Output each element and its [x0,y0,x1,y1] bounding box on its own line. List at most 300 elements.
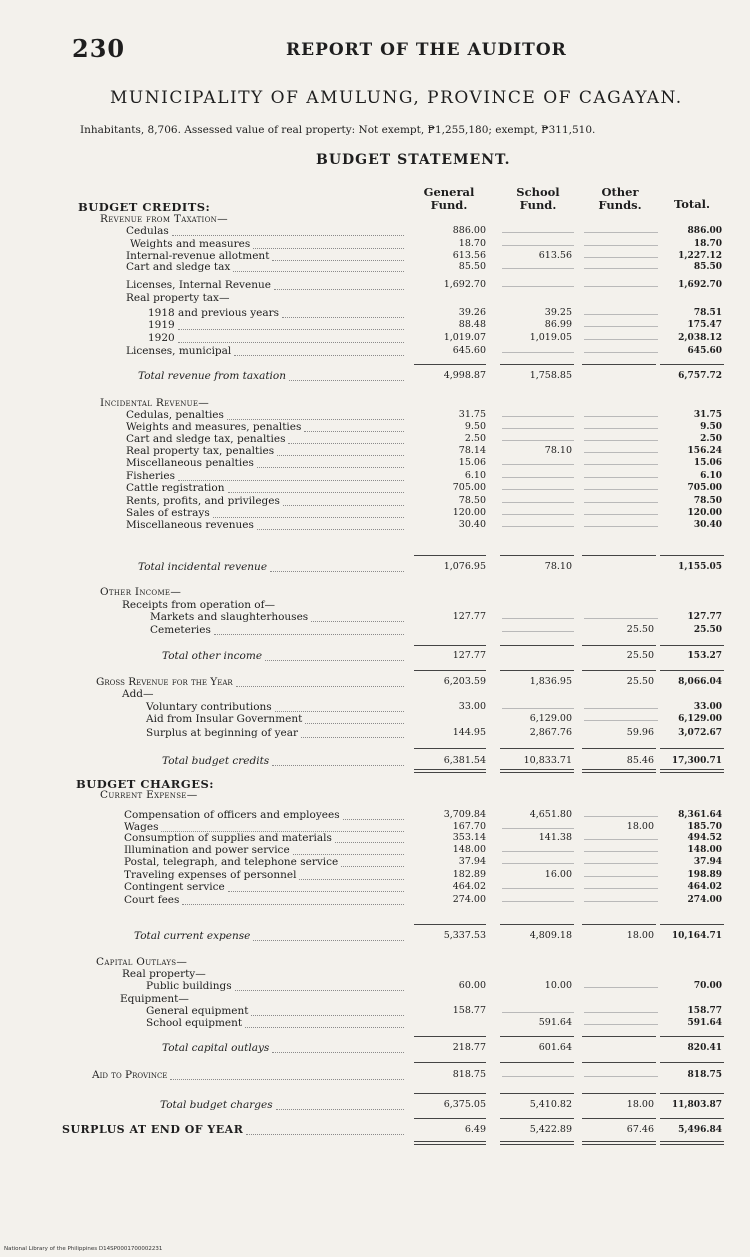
table-row [0,1070,750,1080]
row-label-sales-of-estrays: Sales of estrays [126,507,210,519]
total-rule [500,1093,574,1094]
column-header-general: General Fund. [423,185,475,212]
blank-cell-line [502,244,574,246]
row-label-surplus-at-end-of-year: SURPLUS AT END OF YEAR [62,1123,244,1136]
page-title: MUNICIPALITY OF AMULUNG, PROVINCE OF CAGAYAN. [110,88,683,108]
cell-general: 1,076.95 [443,561,486,572]
cell-general: 5,337.53 [443,930,486,941]
double-rule [660,769,724,773]
table-row [0,790,750,800]
row-label-total-revenue-from-taxation: Total revenue from taxation [138,370,286,382]
blank-cell-line [502,427,574,429]
running-head: REPORT OF THE AUDITOR [286,40,567,60]
blank-cell-line [584,501,658,503]
cell-general: 37.94 [458,856,486,867]
blank-cell-line [584,838,658,840]
row-label-budget-credits: BUDGET CREDITS: [78,200,211,214]
double-rule [500,1141,574,1145]
cell-school: 16.00 [544,869,572,880]
total-rule [414,555,486,556]
cell-school: 78.10 [544,561,572,572]
leader-dots [272,1051,404,1053]
table-row [0,895,750,905]
table-row [0,458,750,468]
total-rule [414,670,486,671]
table-row [0,677,750,687]
total-rule [500,924,574,925]
cell-total: 591.64 [687,1018,722,1028]
table-row [0,779,750,789]
blank-cell-line [584,285,658,287]
total-rule [500,555,574,556]
cell-school: 141.38 [538,832,572,843]
total-rule [582,748,656,749]
blank-cell-line [584,1023,658,1025]
row-label-illumination-and-power-service: Illumination and power service [124,844,290,856]
blank-cell-line [584,707,658,709]
table-row [0,422,750,432]
leader-dots [257,528,404,530]
total-rule [500,1062,574,1063]
cell-general: 127.77 [452,611,486,622]
cell-total: 6,757.72 [678,371,722,381]
table-row [0,434,750,444]
cell-general: 6.49 [464,1124,486,1135]
cell-general: 78.14 [458,445,486,456]
cell-total: 2,038.12 [678,333,722,343]
total-rule [500,670,574,671]
row-label-weights-and-measures: Weights and measures [130,238,251,250]
blank-cell-line [502,231,574,233]
cell-general: 1,019.07 [443,332,486,343]
total-rule [414,364,486,365]
table-row [0,251,750,261]
leader-dots [236,685,404,687]
cell-total: 185.70 [687,822,722,832]
table-row [0,1018,750,1028]
blank-cell-line [584,719,658,721]
table-row [0,587,750,597]
total-rule [660,670,724,671]
double-rule [414,1141,486,1145]
table-row [0,346,750,356]
total-rule [500,645,574,646]
cell-school: 613.56 [538,250,572,261]
row-label-1920: 1920 [148,332,175,344]
row-label-contingent-service: Contingent service [124,881,225,893]
table-row [0,833,750,843]
cell-school: 1,836.95 [529,676,572,687]
cell-general: 464.02 [452,881,486,892]
total-rule [582,670,656,671]
leader-dots [246,1133,404,1135]
table-row [0,957,750,967]
row-label-receipts-from-operation-of: Receipts from operation of— [122,599,276,611]
leader-dots [228,890,404,892]
leader-dots [275,710,404,712]
cell-total: 31.75 [693,410,722,420]
leader-dots [234,354,404,356]
table-row [0,520,750,530]
row-label-fisheries: Fisheries [126,470,175,482]
total-rule [660,1093,724,1094]
leader-dots [277,454,404,456]
leader-dots [301,736,404,738]
cell-school: 5,410.82 [529,1099,572,1110]
row-label-real-property-tax: Real property tax— [126,292,230,304]
cell-school: 39.25 [544,307,572,318]
cell-general: 18.70 [458,238,486,249]
table-row [0,810,750,820]
blank-cell-line [502,513,574,515]
cell-total: 11,803.87 [671,1100,722,1110]
row-label-equipment: Equipment— [120,993,189,1005]
table-row [0,202,750,212]
total-rule [582,1062,656,1063]
table-row [0,280,750,290]
cell-school: 86.99 [544,319,572,330]
total-rule [500,364,574,365]
cell-general: 886.00 [452,225,486,236]
cell-total: 175.47 [687,320,722,330]
blank-cell-line [584,351,658,353]
cell-general: 158.77 [452,1005,486,1016]
cell-school: 4,809.18 [529,930,572,941]
leader-dots [272,259,404,261]
table-row [0,320,750,330]
row-label-total-budget-charges: Total budget charges [160,1099,273,1111]
blank-cell-line [502,827,574,829]
leader-dots [182,903,404,905]
table-row [0,1006,750,1016]
column-header-school: School Fund. [516,185,560,212]
blank-cell-line [584,887,658,889]
row-label-capital-outlays: Capital Outlays— [96,956,188,968]
table-row [0,333,750,343]
cell-total: 6.10 [700,471,722,481]
double-rule [582,1141,656,1145]
cell-total: 818.75 [687,1070,722,1080]
leader-dots [299,878,404,880]
blank-cell-line [502,351,574,353]
table-row [0,969,750,979]
row-label-rents-profits-and-privileges: Rents, profits, and privileges [126,495,280,507]
table-row [0,756,750,766]
cell-general: 39.26 [458,307,486,318]
cell-general: 274.00 [452,894,486,905]
cell-general: 78.50 [458,495,486,506]
blank-cell-line [584,325,658,327]
total-rule [660,1118,724,1119]
leader-dots [178,328,404,330]
leader-dots [282,316,404,318]
statement-heading: BUDGET STATEMENT. [316,152,511,168]
cell-general: 2.50 [464,433,486,444]
cell-total: 886.00 [687,226,722,236]
table-row [0,262,750,272]
cell-total: 1,227.12 [678,251,722,261]
blank-cell-line [584,488,658,490]
blank-cell-line [502,862,574,864]
row-label-total-other-income: Total other income [162,650,263,662]
cell-total: 494.52 [687,833,722,843]
total-rule [414,645,486,646]
row-label-cart-and-sledge-tax: Cart and sledge tax [126,261,231,273]
cell-total: 1,155.05 [678,562,722,572]
total-rule [582,1118,656,1119]
cell-school: 601.64 [538,1042,572,1053]
table-row [0,612,750,622]
blank-cell-line [584,875,658,877]
double-rule [500,769,574,773]
leader-dots [235,989,404,991]
cell-total: 274.00 [687,895,722,905]
blank-cell-line [584,451,658,453]
table-row [0,994,750,1004]
cell-general: 6,203.59 [443,676,486,687]
row-label-other-income: Other Income— [100,586,182,598]
row-label-weights-and-measures-penalties: Weights and measures, penalties [126,421,302,433]
row-label-budget-charges: BUDGET CHARGES: [76,777,215,791]
row-label-surplus-at-beginning-of-year: Surplus at beginning of year [146,727,299,739]
table-row [0,410,750,420]
blank-cell-line [502,525,574,527]
cell-total: 6,129.00 [678,714,722,724]
table-row [0,1100,750,1110]
row-label-markets-and-slaughterhouses: Markets and slaughterhouses [150,611,309,623]
row-label-cedulas: Cedulas [126,225,169,237]
cell-total: 85.50 [693,262,722,272]
table-row [0,728,750,738]
total-rule [660,364,724,365]
leader-dots [251,1014,404,1016]
cell-total: 9.50 [700,422,722,432]
cell-general: 88.48 [458,319,486,330]
cell-other: 18.00 [626,821,654,832]
cell-general: 144.95 [452,727,486,738]
table-row [0,483,750,493]
cell-total: 78.51 [693,308,722,318]
blank-cell-line [502,707,574,709]
blank-cell-line [502,501,574,503]
table-row [0,714,750,724]
total-rule [660,555,724,556]
leader-dots [253,939,404,941]
row-label-incidental-revenue: Incidental Revenue— [100,397,210,409]
table-row [0,562,750,572]
total-rule [414,1118,486,1119]
cell-general: 60.00 [458,980,486,991]
cell-general: 645.60 [452,345,486,356]
leader-dots [172,234,404,236]
row-label-total-current-expense: Total current expense [134,930,251,942]
blank-cell-line [502,850,574,852]
leader-dots [214,633,404,635]
cell-other: 59.96 [626,727,654,738]
table-row [0,870,750,880]
row-label-cemeteries: Cemeteries [150,624,211,636]
blank-cell-line [584,463,658,465]
blank-cell-line [584,439,658,441]
table-row [0,651,750,661]
cell-general: 6,375.05 [443,1099,486,1110]
row-label-voluntary-contributions: Voluntary contributions [146,701,272,713]
row-label-court-fees: Court fees [124,894,180,906]
leader-dots [245,1026,404,1028]
leader-dots [305,722,404,724]
cell-general: 9.50 [464,421,486,432]
cell-total: 8,066.04 [678,677,722,687]
row-label-licenses-internal-revenue: Licenses, Internal Revenue [126,279,271,291]
cell-total: 120.00 [687,508,722,518]
cell-other: 18.00 [626,930,654,941]
row-label-postal-telegraph-and-telephone-service: Postal, telegraph, and telephone service [124,856,339,868]
cell-other: 25.50 [626,624,654,635]
cell-school: 6,129.00 [529,713,572,724]
cell-total: 645.60 [687,346,722,356]
blank-cell-line [584,617,658,619]
cell-general: 31.75 [458,409,486,420]
double-rule [414,769,486,773]
table-row [0,496,750,506]
total-rule [414,748,486,749]
cell-general: 3,709.84 [443,809,486,820]
cell-general: 85.50 [458,261,486,272]
leader-dots [257,466,404,468]
cell-total: 5,496.84 [678,1125,722,1135]
cell-general: 1,692.70 [443,279,486,290]
cell-total: 198.89 [687,870,722,880]
table-row [0,226,750,236]
cell-total: 1,692.70 [678,280,722,290]
cell-total: 127.77 [687,612,722,622]
cell-total: 18.70 [693,239,722,249]
cell-total: 17,300.71 [671,756,722,766]
cell-school: 78.10 [544,445,572,456]
cell-general: 33.00 [458,701,486,712]
cell-general: 6,381.54 [443,755,486,766]
blank-cell-line [502,1075,574,1077]
inhabitants-line: Inhabitants, 8,706. Assessed value of real property: Not exempt, ₱1,255,180; exempt, ₱311,510. [80,124,596,136]
page-number: 230 [72,34,126,63]
cell-general: 613.56 [452,250,486,261]
total-rule [660,1062,724,1063]
leader-dots [335,841,404,843]
table-row [0,845,750,855]
total-rule [660,748,724,749]
table-row [0,689,750,699]
row-label-traveling-expenses-of-personnel: Traveling expenses of personnel [124,869,297,881]
blank-cell-line [584,862,658,864]
row-label-total-incidental-revenue: Total incidental revenue [138,561,268,573]
table-row [0,471,750,481]
row-label-consumption-of-supplies-and-materials: Consumption of supplies and materials [124,832,332,844]
total-rule [500,748,574,749]
total-rule [500,1036,574,1037]
table-row [0,446,750,456]
cell-general: 30.40 [458,519,486,530]
total-rule [660,1036,724,1037]
column-header-other: Other Funds. [598,185,642,212]
table-row [0,214,750,224]
double-rule [660,1141,724,1145]
cell-general: 4,998.87 [443,370,486,381]
row-label-total-budget-credits: Total budget credits [162,755,270,767]
table-row [0,857,750,867]
blank-cell-line [502,617,574,619]
table-row [0,600,750,610]
table-row [0,1125,750,1135]
blank-cell-line [584,244,658,246]
table-row [0,931,750,941]
row-label-cart-and-sledge-tax-penalties: Cart and sledge tax, penalties [126,433,286,445]
row-label-public-buildings: Public buildings [146,980,232,992]
table-row [0,371,750,381]
table-row [0,293,750,303]
leader-dots [289,379,404,381]
blank-cell-line [584,338,658,340]
row-label-real-property: Real property— [122,968,206,980]
total-rule [414,1062,486,1063]
table-row [0,239,750,249]
total-rule [582,364,656,365]
row-label-school-equipment: School equipment [146,1017,243,1029]
cell-general: 182.89 [452,869,486,880]
cell-general: 818.75 [452,1069,486,1080]
cell-general: 127.77 [452,650,486,661]
cell-other: 85.46 [626,755,654,766]
footer-credit: National Library of the Philippines D14SP0001700002231 [4,1246,163,1252]
cell-school: 5,422.89 [529,1124,572,1135]
row-label-compensation-of-officers-and-employees: Compensation of officers and employees [124,809,340,821]
blank-cell-line [584,415,658,417]
leader-dots [270,570,404,572]
table-row [0,882,750,892]
blank-cell-line [584,815,658,817]
total-rule [582,1036,656,1037]
cell-school: 1,758.85 [529,370,572,381]
total-rule [414,1093,486,1094]
cell-general: 6.10 [464,470,486,481]
cell-total: 15.06 [693,458,722,468]
row-label-aid-from-insular-government: Aid from Insular Government [146,713,303,725]
cell-total: 30.40 [693,520,722,530]
cell-total: 2.50 [700,434,722,444]
column-header-total: Total. [673,197,711,211]
table-row [0,822,750,832]
cell-general: 120.00 [452,507,486,518]
cell-total: 820.41 [687,1043,722,1053]
blank-cell-line [584,1011,658,1013]
blank-cell-line [584,1075,658,1077]
leader-dots [283,504,404,506]
total-rule [500,1118,574,1119]
table-row [0,981,750,991]
row-label-wages: Wages [124,821,159,833]
cell-general: 167.70 [452,821,486,832]
table-row [0,508,750,518]
table-row [0,308,750,318]
total-rule [660,645,724,646]
blank-cell-line [584,850,658,852]
blank-cell-line [502,1011,574,1013]
row-label-gross-revenue-for-the-year: Gross Revenue for the Year [96,676,233,688]
row-label-revenue-from-taxation: Revenue from Taxation— [100,213,228,225]
blank-cell-line [502,439,574,441]
leader-dots [253,247,404,249]
total-rule [582,924,656,925]
table-row [0,702,750,712]
